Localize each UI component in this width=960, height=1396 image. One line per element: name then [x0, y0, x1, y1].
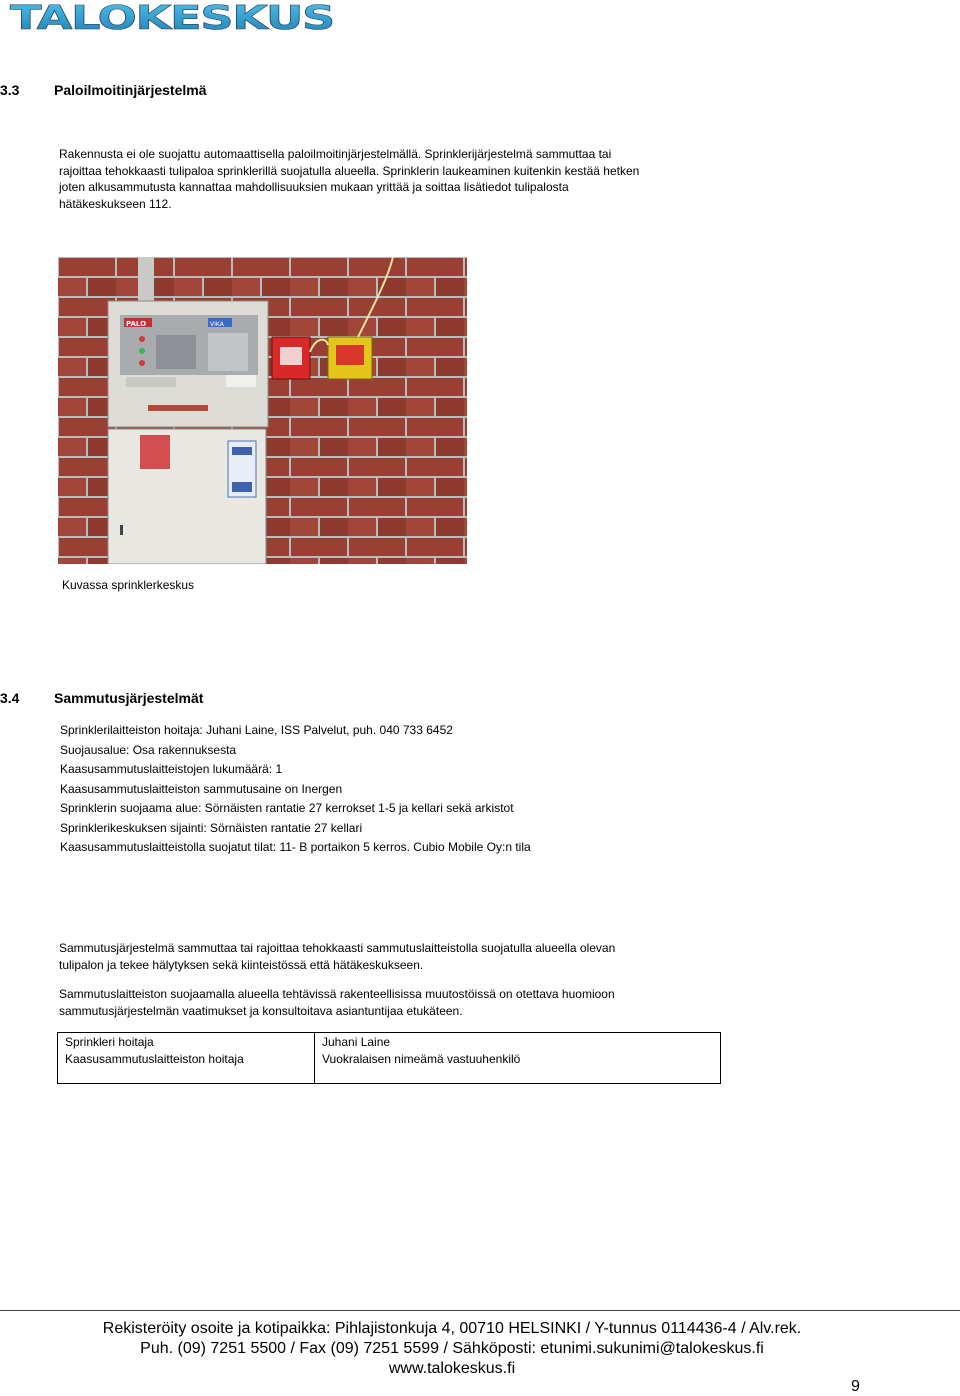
person-cell: Juhani Laine	[315, 1033, 721, 1052]
table-row-empty	[58, 1068, 721, 1083]
paragraph-line: Sammutuslaitteiston suojaamalla alueella tehtävissä rakenteellisissa muutostöissä on otettava huomioon	[59, 987, 615, 1001]
panel-label-vika: VIKA	[210, 321, 224, 328]
info-line: Sprinklerilaitteiston hoitaja: Juhani Laine, ISS Palvelut, puh. 040 733 6452	[60, 723, 453, 737]
logo-text: TALOKESKUS	[10, 0, 334, 36]
info-line: Kaasusammutuslaitteistojen lukumäärä: 1	[60, 762, 283, 776]
paragraph-line: Rakennusta ei ole suojattu automaattisella paloilmoitinjärjestelmällä. Sprinklerijärjestelmä sammuttaa tai	[59, 147, 612, 161]
section-heading-3-3	[0, 82, 300, 100]
footer-line: Rekisteröity osoite ja kotipaikka: Pihlajistonkuja 4, 00710 HELSINKI / Y-tunnus 0114436-4 / Alv.rek.	[102, 1320, 802, 1337]
footer-website-link[interactable]: www.talokeskus.fi	[388, 1360, 516, 1377]
section-number: 3.4	[0, 690, 20, 706]
table-row	[58, 1051, 721, 1068]
paragraph-line: tulipalon ja tekee hälytyksen sekä kiinteistössä että hätäkeskukseen.	[59, 957, 424, 972]
info-line: Sprinklerin suojaama alue: Sörnäisten rantatie 27 kerrokset 1-5 ja kellari sekä arkistot	[60, 801, 514, 815]
paragraph-line: Sammutusjärjestelmä sammuttaa tai rajoittaa tehokkaasti sammutuslaitteistolla suojatulla alueella olevan	[59, 941, 616, 955]
paragraph-line: sammutusjärjestelmän vaatimukset ja konsultoitava asiantuntijaa etukäteen.	[59, 1003, 463, 1018]
role-cell: Kaasusammutuslaitteiston hoitaja	[65, 1052, 244, 1066]
paragraph-line: joten alkusammutusta kannattaa mahdollisuuksien mukaan yrittää ja soittaa lisätiedot tulipalosta	[59, 180, 569, 194]
info-line: Kaasusammutuslaitteistolla suojatut tilat: 11- B portaikon 5 kerros. Cubio Mobile Oy:n tila	[60, 840, 531, 854]
footer-line: Puh. (09) 7251 5500 / Fax (09) 7251 5599 / Sähköposti: etunimi.sukunimi@talokeskus.fi	[140, 1340, 764, 1357]
talokeskus-logo	[8, 0, 338, 36]
intro-paragraph	[59, 146, 639, 212]
info-line: Kaasusammutuslaitteiston sammutusaine on Inergen	[60, 781, 343, 796]
role-cell: Sprinkleri hoitaja	[58, 1033, 315, 1052]
panel-label-palo: PALO	[126, 320, 147, 328]
paragraph-line: rajoittaa tehokkaasti tulipaloa sprinklerillä suojatulla alueella. Sprinklerin laukeaminen kuitenkin kestää hetken	[59, 163, 640, 178]
table-row	[58, 1033, 721, 1052]
footer-divider	[0, 1310, 960, 1311]
person-cell: Vuokralaisen nimeämä vastuuhenkilö	[315, 1051, 721, 1068]
footer	[0, 1319, 904, 1379]
sprinkler-center-photo	[58, 257, 467, 564]
extinguishing-info-list	[60, 721, 531, 858]
section-number: 3.3	[0, 82, 20, 98]
section-title: Paloilmoitinjärjestelmä	[54, 82, 207, 98]
photo-caption: Kuvassa sprinklerkeskus	[62, 578, 195, 592]
responsibility-table	[57, 1032, 721, 1084]
modification-paragraph	[59, 986, 615, 1019]
page-number: 9	[851, 1378, 860, 1395]
info-line: Suojausalue: Osa rakennuksesta	[60, 742, 237, 757]
paragraph-line: hätäkeskukseen 112.	[59, 196, 172, 211]
extinguishing-paragraph	[59, 940, 615, 973]
info-line: Sprinklerikeskuksen sijainti: Sörnäisten rantatie 27 kellari	[60, 820, 363, 835]
section-title: Sammutusjärjestelmät	[54, 690, 204, 706]
section-heading-3-4	[0, 690, 300, 708]
